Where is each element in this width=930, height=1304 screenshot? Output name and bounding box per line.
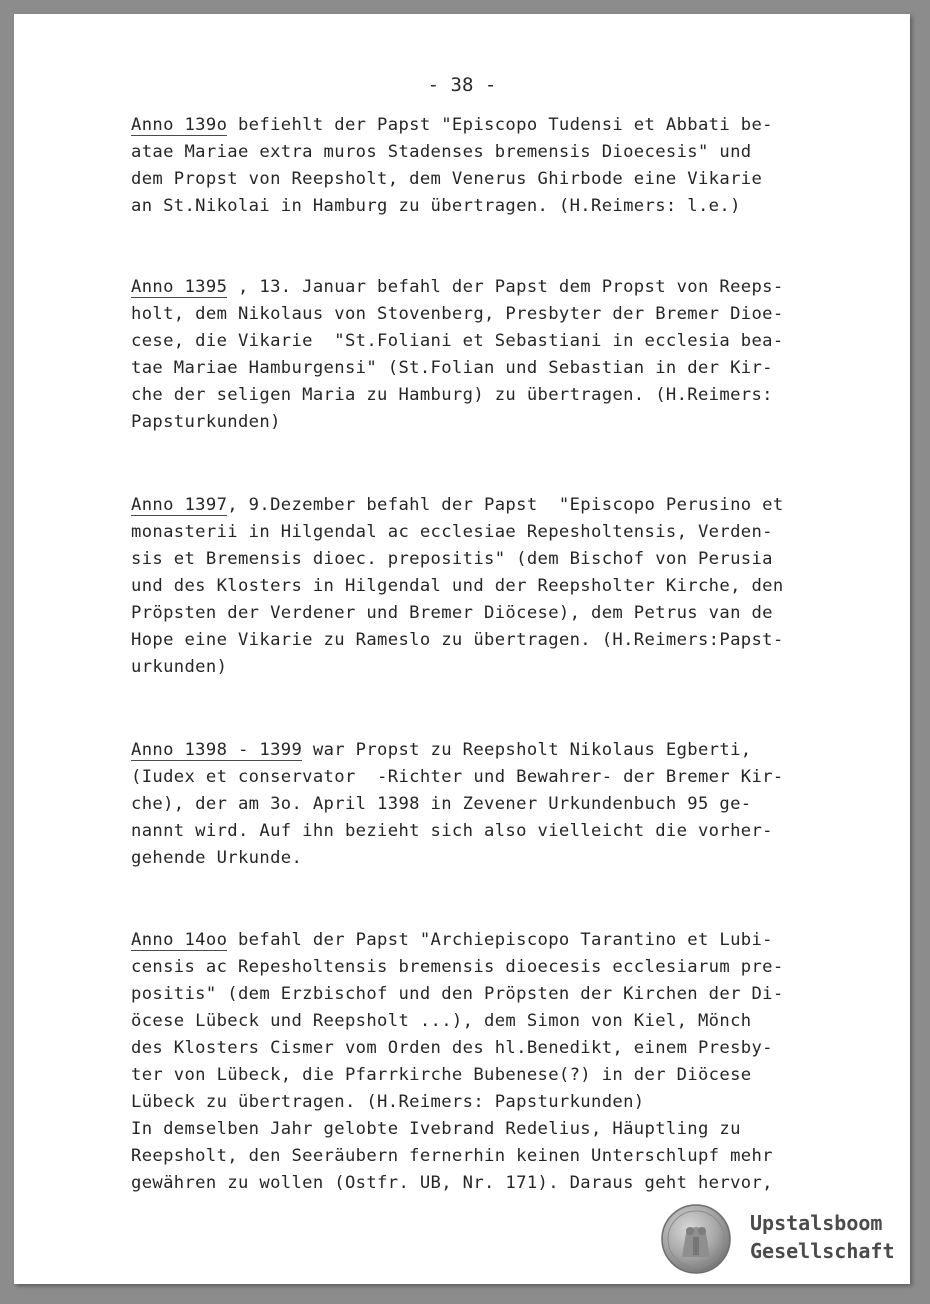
upstalsboom-seal-logo: [660, 1203, 910, 1283]
year-heading: Anno 139o: [131, 115, 228, 135]
text-line: [131, 112, 821, 139]
line-text: , 13. Januar befahl der Papst dem Propst von Reeps-: [227, 277, 784, 297]
text-line: [131, 492, 821, 519]
text-line: Papsturkunden): [131, 412, 281, 432]
text-line: [131, 274, 821, 301]
text-line: Lübeck zu übertragen. (H.Reimers: Papsturkunden): [131, 1092, 645, 1112]
text-line: che), der am 3o. April 1398 in Zevener Urkundenbuch 95 ge-: [131, 794, 752, 814]
text-line: und des Klosters in Hilgendal und der Reepsholter Kirche, den: [131, 576, 784, 596]
paragraph-anno-1390: [131, 112, 821, 220]
text-line: öcese Lübeck und Reepsholt ...), dem Simon von Kiel, Mönch: [131, 1011, 752, 1031]
page-number: - 38 -: [427, 74, 497, 96]
text-line: [131, 927, 821, 954]
text-line: dem Propst von Reepsholt, dem Venerus Ghirbode eine Vikarie: [131, 169, 763, 189]
paragraph-anno-1397: [131, 492, 821, 681]
text-line: Hope eine Vikarie zu Rameslo zu übertragen. (H.Reimers:Papst-: [131, 630, 784, 650]
paragraph-anno-1400: [131, 927, 821, 1197]
text-line: che der seligen Maria zu Hamburg) zu übertragen. (H.Reimers:: [131, 385, 773, 405]
text-line: urkunden): [131, 657, 228, 677]
text-line: Reepsholt, den Seeräubern fernerhin keinen Unterschlupf mehr: [131, 1146, 773, 1166]
text-line: holt, dem Nikolaus von Stovenberg, Presbyter der Bremer Dioe-: [131, 304, 784, 324]
line-text: , 9.Dezember befahl der Papst "Episcopo Perusino et: [227, 495, 784, 515]
text-line: gewähren zu wollen (Ostfr. UB, Nr. 171). Daraus geht hervor,: [131, 1173, 773, 1193]
year-heading: Anno 14oo: [131, 930, 228, 950]
text-line: cese, die Vikarie "St.Foliani et Sebastiani in ecclesia bea-: [131, 331, 784, 351]
text-line: tae Mariae Hamburgensi" (St.Folian und Sebastian in der Kir-: [131, 358, 773, 378]
text-line: an St.Nikolai in Hamburg zu übertragen. (H.Reimers: l.e.): [131, 196, 741, 216]
org-name-line1: Upstalsboom: [750, 1211, 883, 1235]
text-line: [131, 737, 821, 764]
seal-icon: [660, 1203, 732, 1275]
line-text: befahl der Papst "Archiepiscopo Tarantino et Lubi-: [227, 930, 773, 950]
text-line: nannt wird. Auf ihn bezieht sich also vielleicht die vorher-: [131, 821, 773, 841]
text-line: atae Mariae extra muros Stadenses bremensis Dioecesis" und: [131, 142, 752, 162]
text-line: monasterii in Hilgendal ac ecclesiae Repesholtensis, Verden-: [131, 522, 773, 542]
year-heading: Anno 1397: [131, 495, 228, 515]
org-name-line2: Gesellschaft: [750, 1239, 895, 1263]
text-line: (Iudex et conservator -Richter und Bewahrer- der Bremer Kir-: [131, 767, 784, 787]
organization-name: [750, 1209, 895, 1265]
paragraph-anno-1398: [131, 737, 821, 872]
year-heading: Anno 1395: [131, 277, 228, 297]
text-line: ter von Lübeck, die Pfarrkirche Bubenese(?) in der Diöcese: [131, 1065, 752, 1085]
year-heading: Anno 1398 - 1399: [131, 740, 303, 760]
text-line: des Klosters Cismer vom Orden des hl.Benedikt, einem Presby-: [131, 1038, 773, 1058]
text-line: sis et Bremensis dioec. prepositis" (dem Bischof von Perusia: [131, 549, 773, 569]
line-text: befiehlt der Papst "Episcopo Tudensi et Abbati be-: [227, 115, 773, 135]
text-line: Pröpsten der Verdener und Bremer Diöcese), dem Petrus van de: [131, 603, 773, 623]
text-line: censis ac Repesholtensis bremensis dioecesis ecclesiarum pre-: [131, 957, 784, 977]
text-line: In demselben Jahr gelobte Ivebrand Redelius, Häuptling zu: [131, 1119, 741, 1139]
line-text: war Propst zu Reepsholt Nikolaus Egberti,: [302, 740, 752, 760]
paragraph-anno-1395: [131, 274, 821, 436]
text-line: gehende Urkunde.: [131, 848, 303, 868]
text-line: positis" (dem Erzbischof und den Pröpsten der Kirchen der Di-: [131, 984, 784, 1004]
document-page: [14, 14, 910, 1284]
